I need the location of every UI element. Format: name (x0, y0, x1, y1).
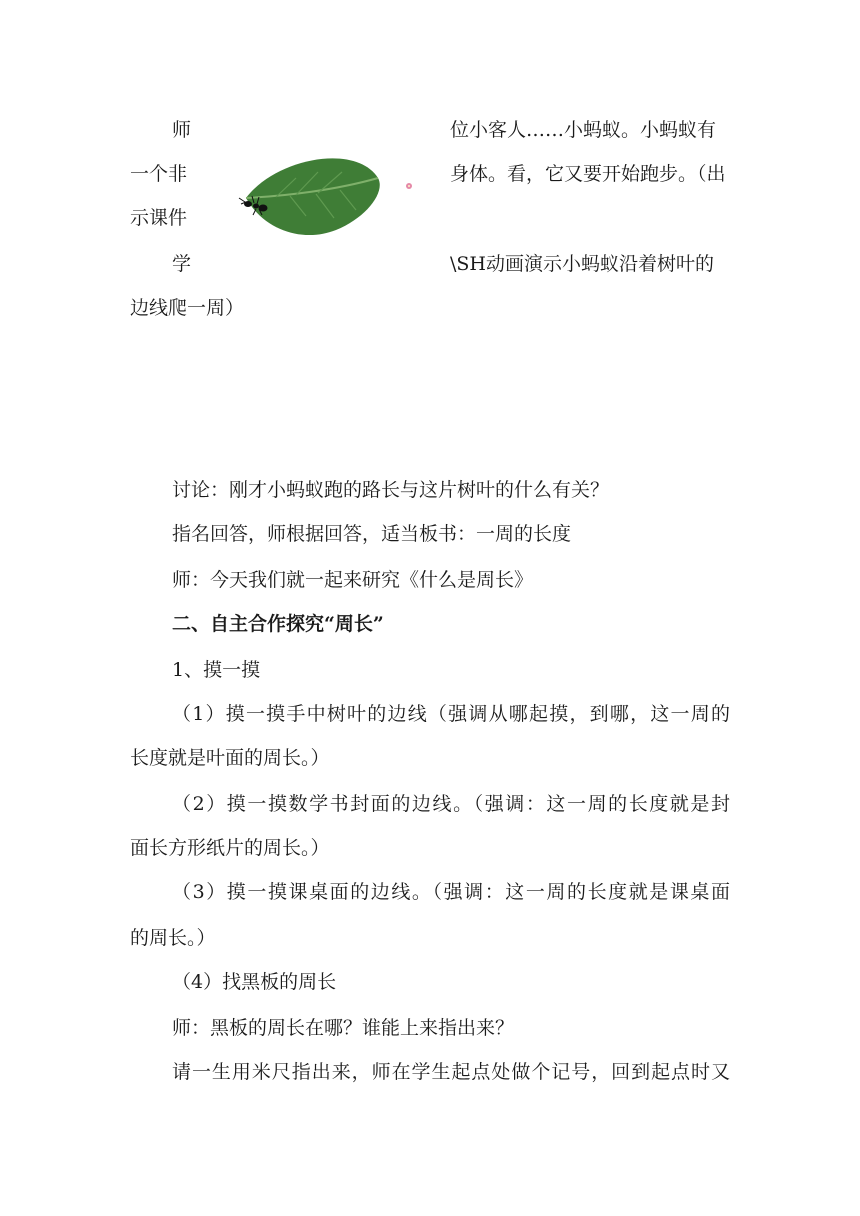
item-1-line-2: 长度就是叶面的周长。） (130, 747, 330, 769)
teacher-line-2: 师：黑板的周长在哪？谁能上来指出来？ (172, 1017, 515, 1039)
p1-line1-left: 师 (172, 119, 192, 141)
leaf-with-ant-icon (236, 148, 416, 248)
item-4-line: （4）找黑板的周长 (172, 971, 337, 993)
p2-line2: 边线爬一周） (130, 297, 245, 319)
item-2-line-2: 面长方形纸片的周长。） (130, 837, 330, 859)
teacher-line-1: 师：今天我们就一起来研究《什么是周长》 (172, 569, 534, 591)
p1-line2-left: 一个非 (130, 163, 188, 185)
last-line: 请一生用米尺指出来，师在学生起点处做个记号，回到起点时又 (172, 1061, 730, 1083)
discussion-line: 讨论：刚才小蚂蚁跑的路长与这片树叶的什么有关？ (172, 479, 610, 501)
item-2-line-1: （2）摸一摸数学书封面的边线。（强调：这一周的长度就是封 (172, 793, 730, 815)
p2-line1-right: \SH动画演示小蚂蚁沿着树叶的 (450, 253, 714, 275)
item-3-line-1: （3）摸一摸课桌面的边线。（强调：这一周的长度就是课桌面 (172, 881, 730, 903)
p2-line1-left: 学 (172, 253, 192, 275)
section-2-heading: 二、自主合作探究“周长” (172, 613, 384, 635)
item-3-line-2: 的周长。） (130, 927, 216, 949)
item-1-line-1: （1）摸一摸手中树叶的边线（强调从哪起摸，到哪，这一周的 (172, 703, 730, 725)
p1-line2-right: 身体。看，它又要开始跑步。（出 (450, 163, 726, 185)
p1-line1-right: 位小客人……小蚂蚁。小蚂蚁有 (450, 119, 717, 141)
step-1-heading: 1、摸一摸 (172, 659, 261, 681)
p1-line3-left: 示课件 (130, 207, 188, 229)
answer-line: 指名回答，师根据回答，适当板书：一周的长度 (172, 523, 572, 545)
